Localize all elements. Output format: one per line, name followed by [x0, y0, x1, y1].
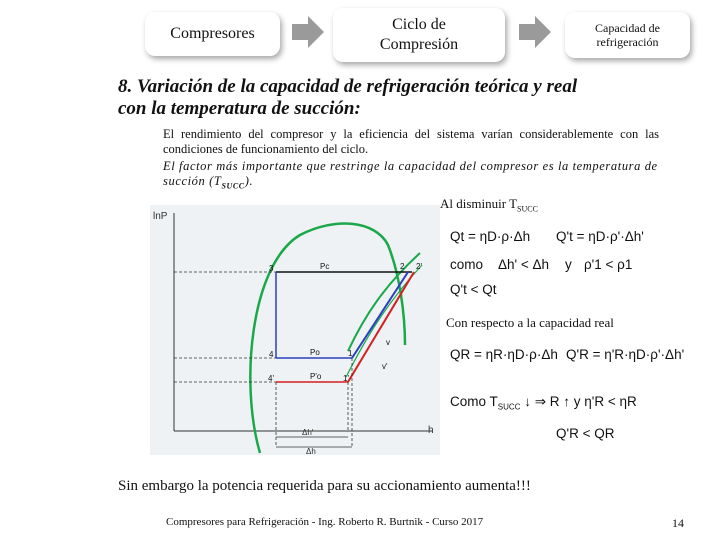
- dh-prime-label: Δh': [302, 428, 314, 437]
- po-label: Po: [310, 348, 320, 357]
- point-label: 1: [348, 349, 353, 358]
- point-label: 1': [343, 374, 349, 383]
- y-axis-label: lnP: [153, 211, 168, 222]
- equation-qt-prime: Q't = ηD·ρ'·Δh': [556, 229, 644, 244]
- factor-paragraph: [163, 159, 659, 194]
- disminuir-text: Al disminuir T: [440, 196, 518, 211]
- x-axis-label: h: [428, 425, 434, 436]
- dh-label: Δh: [306, 447, 316, 455]
- point-label: 3: [269, 264, 274, 273]
- nav-step-label: Compresores: [170, 25, 255, 42]
- point-label: 2: [400, 262, 405, 271]
- y-label: y: [565, 257, 572, 272]
- equation-qt: Qt = ηD·ρ·Δh: [450, 229, 531, 244]
- condition-rho: ρ'1 < ρ1: [584, 257, 633, 272]
- subscript: SUCC: [497, 402, 521, 412]
- result-qr: Q'R < QR: [556, 426, 615, 441]
- po-prime-label: P'o: [310, 372, 322, 381]
- point-label: 2': [416, 262, 422, 271]
- nav-step-label: Capacidad de: [595, 21, 660, 35]
- v-prime-label: v': [382, 362, 388, 371]
- nav-step-label: Ciclo de: [392, 16, 446, 33]
- v-label: v: [386, 338, 390, 347]
- arrow-right-icon: [290, 14, 326, 50]
- como2-text: Como T: [450, 394, 498, 409]
- nav-step-label: refrigeración: [596, 35, 659, 49]
- point-label: 4': [268, 374, 274, 383]
- intro-paragraph: El rendimiento del compresor y la eficiencia del sistema varían considerablemente con las condiciones de funcionamiento del ciclo.: [163, 127, 659, 156]
- equation-qr: QR = ηR·ηD·ρ·Δh: [450, 347, 558, 362]
- nav-step-ciclo[interactable]: [333, 8, 505, 62]
- factor-text: El factor más importante que restringe la capacidad del compresor es la temperatura de succión (T: [163, 159, 658, 188]
- nav-step-capacidad[interactable]: [565, 12, 690, 58]
- subscript: SUCC: [221, 181, 245, 191]
- point-label: 4: [269, 350, 274, 359]
- disminuir-label: [440, 196, 538, 214]
- arrow-right-icon: [517, 14, 553, 50]
- footer-text: Compresores para Refrigeración - Ing. Roberto R. Burtnik - Curso 2017: [166, 516, 484, 528]
- equation-qr-prime: Q'R = η'R·ηD·ρ'·Δh': [566, 347, 685, 362]
- pc-label: Pc: [320, 262, 330, 271]
- real-label: Con respecto a la capacidad real: [446, 315, 614, 330]
- como-label: como: [450, 257, 484, 272]
- como2-rest: ↓ ⇒ R ↑ y η'R < ηR: [524, 394, 637, 409]
- bottom-statement: Sin embargo la potencia requerida para su accionamiento aumenta!!!: [118, 478, 531, 494]
- subscript: SUCC: [517, 204, 538, 214]
- section-title-line: con la temperatura de succión:: [118, 98, 361, 119]
- page-number: 14: [672, 516, 684, 530]
- condition-dh: Δh' < Δh: [498, 257, 550, 272]
- ph-diagram: [150, 205, 440, 455]
- nav-step-compresores[interactable]: [145, 12, 280, 56]
- como-statement: [450, 394, 637, 412]
- result-qt: Q't < Qt: [450, 282, 497, 297]
- factor-end: ).: [244, 174, 254, 188]
- section-title: [118, 76, 688, 120]
- diagram-background: [150, 205, 440, 455]
- nav-step-label: Compresión: [379, 36, 459, 53]
- section-title-line: 8. Variación de la capacidad de refrigeración teórica y real: [118, 76, 578, 97]
